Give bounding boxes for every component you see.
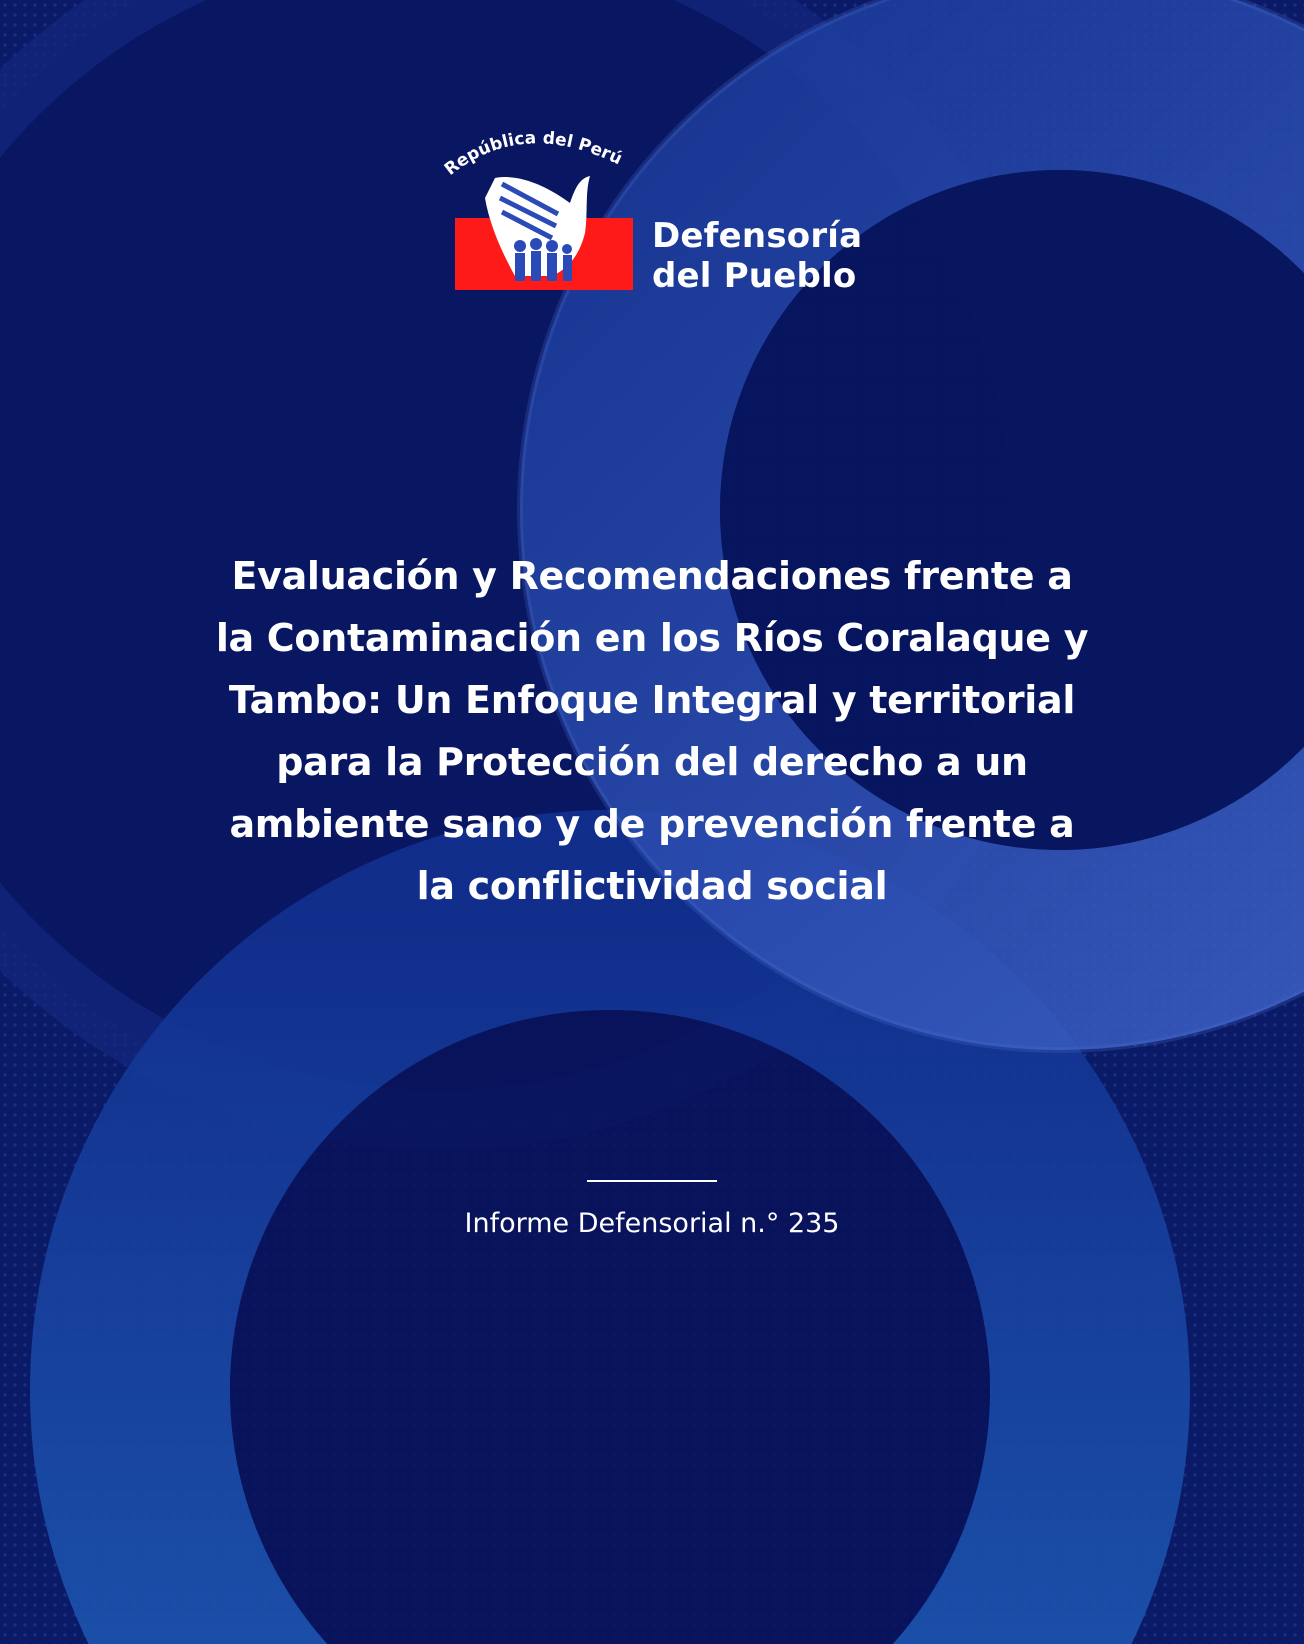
org-name-line1: Defensoría <box>652 216 863 256</box>
defensoria-logo <box>440 118 870 298</box>
title-line: Tambo: Un Enfoque Integral y territorial <box>228 678 1076 722</box>
report-title <box>150 545 1154 917</box>
title-line: ambiente sano y de prevención frente a <box>229 802 1075 846</box>
title-line: Evaluación y Recomendaciones frente a <box>231 554 1073 598</box>
org-name-line2: del Pueblo <box>652 256 857 296</box>
title-line: para la Protección del derecho a un <box>276 740 1028 784</box>
title-line: la Contaminación en los Ríos Coralaque y <box>215 616 1089 660</box>
divider-line <box>587 1180 717 1182</box>
report-number: Informe Defensorial n.° 235 <box>464 1208 840 1239</box>
title-line: la conflictividad social <box>416 864 888 908</box>
logo-arc-text: República del Perú <box>440 128 626 180</box>
org-name <box>652 216 862 296</box>
